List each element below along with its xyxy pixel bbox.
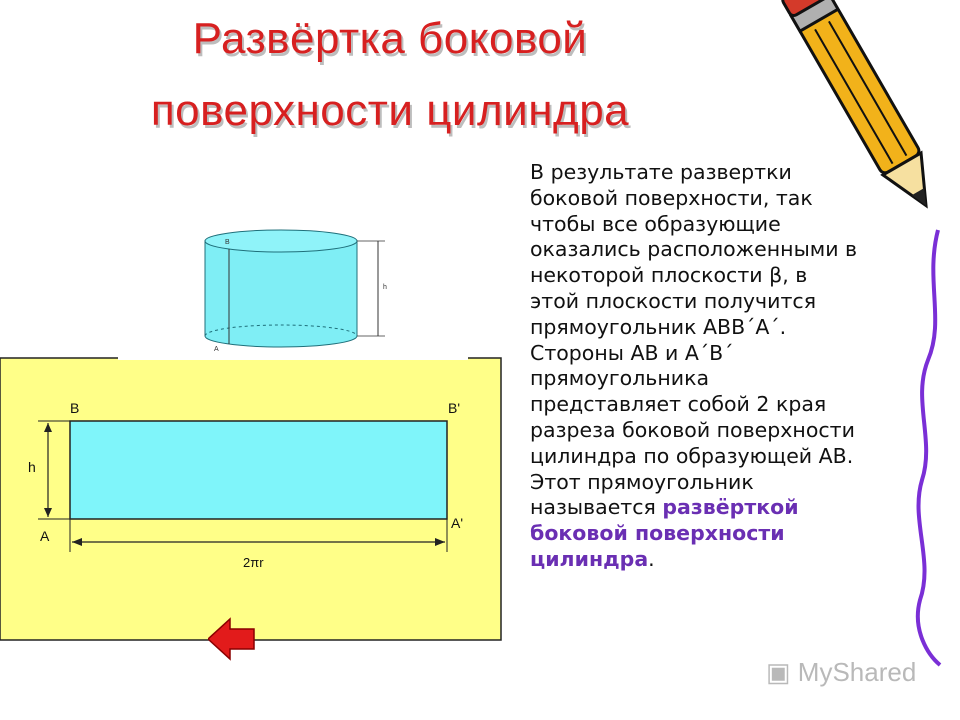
cylinder-label-h: h [383,284,387,291]
net-rectangle [70,421,447,519]
slide-title-line2: поверхности цилиндра [150,86,630,135]
net-label-Aprime: A' [451,515,464,531]
body-text-end: . [648,546,655,571]
net-label-h: h [28,459,36,475]
net-label-B: B [70,400,80,416]
net-label-A: A [40,528,50,544]
wavy-border [918,230,940,665]
cylinder [205,230,387,353]
net-label-Bprime: B' [448,400,461,416]
watermark-text: MyShared [797,657,917,687]
cylinder-label-A: A [214,346,219,353]
body-text [530,160,860,573]
slide-title-line1: Развёртка боковой [192,14,588,63]
net-label-width: 2πr [243,555,264,570]
back-button[interactable] [208,617,256,665]
back-arrow-icon [208,617,256,661]
cylinder-label-B: B [225,239,230,246]
watermark [766,657,916,688]
body-text-main: В результате развертки боковой поверхности, так чтобы все образующие оказались расположенными в некоторой плоскости β, в этой плоскости получится прямоугольник ABB´A´. Стороны AB и A´B´ прямоугольника представляет собой 2 края разреза боковой поверхности цилиндра по образующей AB. Этот прямоугольник называется [530,160,858,520]
body-text-highlight: развёрткой боковой поверхности цилиндра [530,495,799,571]
watermark-icon: ▣ [766,657,798,687]
